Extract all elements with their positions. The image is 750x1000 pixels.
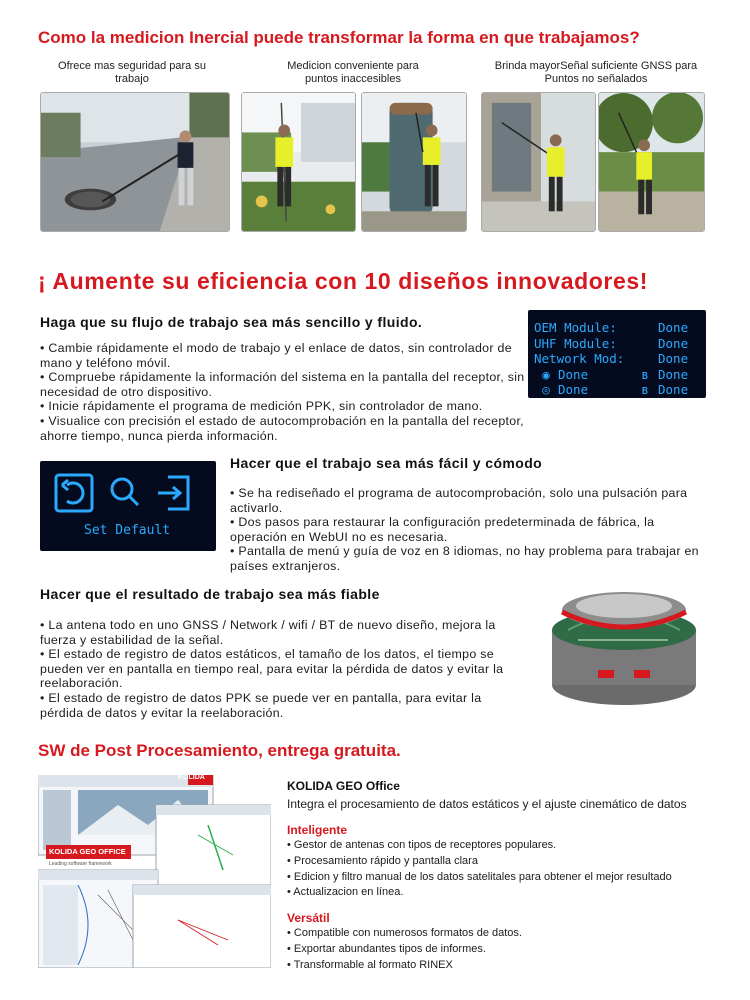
lcd-row-network: Network Mod: Done bbox=[534, 351, 689, 366]
photo-tank-survey bbox=[361, 92, 467, 232]
software-title: SW de Post Procesamiento, entrega gratuita. bbox=[38, 741, 401, 760]
section3-bullets bbox=[40, 618, 520, 720]
photo-tree-survey bbox=[598, 92, 705, 232]
bluetooth-icon: ʙ bbox=[641, 366, 649, 382]
gnss-receiver-image bbox=[538, 580, 710, 710]
section1-bullet-1: • Cambie rápidamente el modo de trabajo y el enlace de datos, sin controlador de mano y teléfono móvil. bbox=[40, 341, 512, 370]
intelligent-item-4: • Actualizacion en línea. bbox=[287, 886, 404, 899]
group-intelligent-heading: Inteligente bbox=[287, 823, 348, 837]
undo-icon bbox=[56, 475, 92, 511]
receptor-status-screen bbox=[528, 310, 706, 398]
lcd-row-oem: OEM Module: Done bbox=[534, 320, 689, 335]
group-versatile-heading: Versátil bbox=[287, 911, 330, 925]
section3-bullet-3: • El estado de registro de datos PPK se puede ver en pantalla, para evitar la pérdida de datos y evitar la reelaboración. bbox=[40, 690, 482, 720]
lcd-row-wifi-bt-2: ◎ Done ʙ Done bbox=[534, 382, 688, 398]
main-title: ¡ Aumente su eficiencia con 10 diseños innovadores! bbox=[38, 268, 649, 294]
kolida-geo-office-banner: KOLIDA GEO OFFICE bbox=[49, 847, 126, 856]
section1-bullet-3: • Inicie rápidamente el programa de medición PPK, sin controlador de mano. bbox=[40, 399, 483, 414]
lcd-row-wifi-bt-1: ◉ Done ʙ Done bbox=[534, 367, 688, 383]
photo-garden-survey bbox=[241, 92, 356, 232]
wifi-icon: ◉ bbox=[542, 366, 550, 382]
group-intelligent-items bbox=[287, 838, 672, 901]
photo-street-survey bbox=[40, 92, 230, 232]
product-name: KOLIDA GEO Office bbox=[287, 779, 400, 793]
section3-title: Hacer que el resultado de trabajo sea más fiable bbox=[40, 586, 380, 602]
caption-safety: Ofrece mas seguridad para su trabajo bbox=[58, 60, 206, 85]
section1-bullet-2: • Compruebe rápidamente la información del sistema en la pantalla del receptor, sin necesidad de otro dispositivo. bbox=[40, 370, 525, 399]
intelligent-item-3: • Edicion y filtro manual de los datos satelitales para obtener el mejor resultado bbox=[287, 870, 672, 883]
kolida-geo-office-sub: Leading software framework bbox=[49, 861, 112, 867]
section2-bullet-3: • Pantalla de menú y guía de voz en 8 idiomas, no hay problema para trabajar en países extranjeros. bbox=[230, 544, 699, 573]
product-description: Integra el procesamiento de datos estáticos y el ajuste cinemático de datos bbox=[287, 797, 687, 811]
lcd-row-uhf: UHF Module: Done bbox=[534, 335, 689, 351]
section2-title: Hacer que el trabajo sea más fácil y cómodo bbox=[230, 455, 543, 471]
top-title: Como la medicion Inercial puede transformar la forma en que trabajamos? bbox=[38, 28, 640, 47]
photo-building-survey bbox=[481, 92, 596, 232]
kolida-logo-small: KOLIDA bbox=[178, 774, 205, 781]
set-default-label: Set Default bbox=[84, 523, 171, 538]
caption-gnss: Brinda mayorSeñal suficiente GNSS para Puntos no señalados bbox=[494, 60, 698, 85]
group-versatile-items bbox=[287, 926, 522, 973]
section2-bullet-1: • Se ha rediseñado el programa de autocomprobación, solo una pulsación para activarlo. bbox=[230, 486, 688, 515]
section1-title: Haga que su flujo de trabajo sea más sencillo y fluido. bbox=[40, 314, 423, 330]
versatile-item-2: • Exportar abundantes tipos de informes. bbox=[287, 942, 486, 955]
section3-bullet-1: • La antena todo en uno GNSS / Network / wifi / BT de nuevo diseño, mejora la fuerza y estabilidad de la señal. bbox=[40, 618, 496, 647]
intelligent-item-2: • Procesamiento rápido y pantalla clara bbox=[287, 854, 478, 867]
versatile-item-3: • Transformable al formato RINEX bbox=[287, 958, 453, 971]
software-screenshots bbox=[38, 775, 271, 968]
section2-bullets bbox=[230, 486, 710, 574]
section3-bullet-2: • El estado de registro de datos estáticos, el tamaño de los datos, el tiempo se pueden ver en pantalla en tiempo real, para evitar la pérdida de datos y evitar la reelaboración. bbox=[40, 647, 504, 691]
section2-bullet-2: • Dos pasos para restaurar la configuración predeterminada de fábrica, la operación en WebUI no es necesaria. bbox=[230, 515, 655, 544]
section1-bullets bbox=[40, 341, 525, 443]
signal-icon: ◎ bbox=[542, 382, 550, 397]
set-default-screen bbox=[40, 461, 216, 551]
caption-inaccessible: Medicion conveniente para puntos inaccesibles bbox=[287, 60, 419, 85]
section1-bullet-4: • Visualice con precisión el estado de autocomprobación en la pantalla del receptor, ahorre tiempo, nunca pierda información. bbox=[40, 413, 524, 443]
bluetooth-icon: ʙ bbox=[641, 382, 649, 397]
intelligent-item-1: • Gestor de antenas con tipos de receptores populares. bbox=[287, 839, 557, 851]
versatile-item-1: • Compatible con numerosos formatos de datos. bbox=[287, 927, 522, 939]
